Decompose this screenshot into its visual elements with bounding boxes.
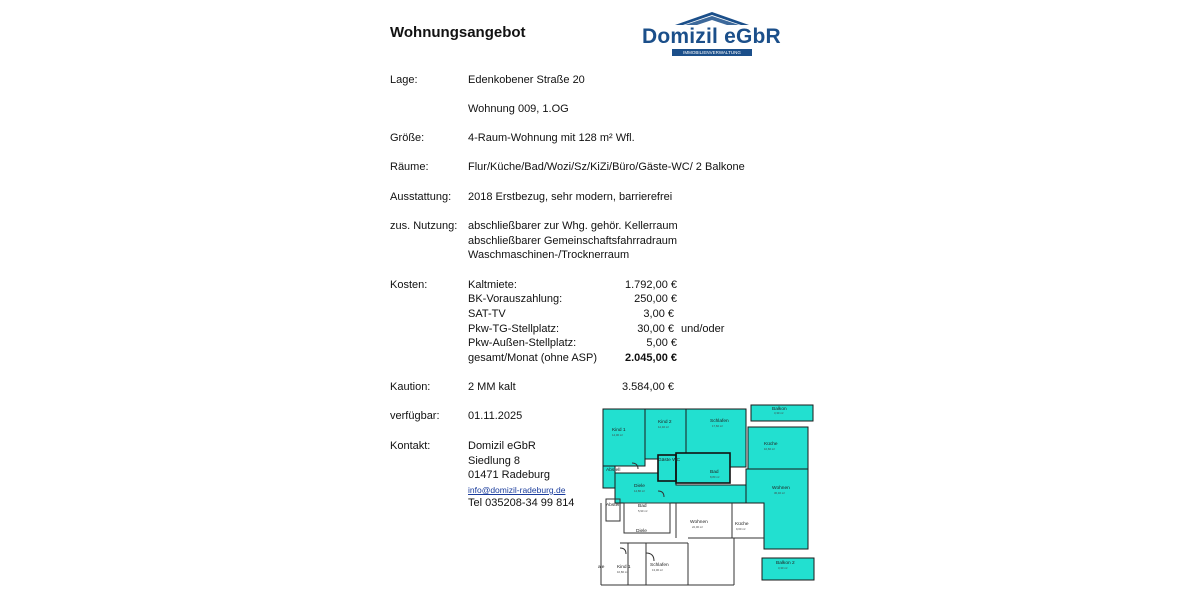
nutzung-line: abschließbarer Gemeinschaftsfahrradraum — [468, 235, 678, 247]
groesse-value: 4-Raum-Wohnung mit 128 m² Wfl. — [468, 132, 635, 144]
room-label: Schlafen — [650, 563, 669, 568]
room-label: Kind 2 — [658, 420, 672, 425]
room-label: Diele — [636, 529, 647, 534]
kosten-item-amount: 1.792,00 € — [625, 279, 677, 291]
lage-label: Lage: — [390, 74, 418, 86]
room-label: Balkon 2 — [776, 561, 795, 566]
raeume-value: Flur/Küche/Bad/Wozi/Sz/KiZi/Büro/Gäste-WC/ 2 Balkone — [468, 161, 745, 173]
room-label: Balkon — [772, 407, 787, 412]
kosten-total-amount: 2.045,00 € — [625, 352, 677, 364]
kosten-item-name: BK-Vorauszahlung: — [468, 293, 563, 305]
logo-name: Domizil eGbR — [642, 25, 781, 48]
room-label: Küche — [764, 442, 778, 447]
house-roof-icon — [671, 12, 753, 26]
logo-subtitle: IMMOBILIENVERWALTUNG — [672, 49, 752, 56]
room-label: Wohnen — [772, 486, 790, 491]
room-label: Schlafen — [710, 419, 729, 424]
verfuegbar-label: verfügbar: — [390, 410, 440, 422]
kontakt-email-link[interactable]: info@domizil-radeburg.de — [468, 485, 566, 495]
kaution-value: 2 MM kalt — [468, 381, 516, 393]
kosten-item-name: Pkw-Außen-Stellplatz: — [468, 337, 577, 349]
kaution-amount: 3.584,00 € — [622, 381, 674, 393]
verfuegbar-value: 01.11.2025 — [468, 410, 523, 422]
svg-text:12,40 m²: 12,40 m² — [658, 425, 670, 429]
kosten-label: Kosten: — [390, 279, 428, 291]
kontakt-label: Kontakt: — [390, 440, 431, 452]
room-label: Gäste WC — [658, 458, 681, 463]
nutzung-line: Waschmaschinen-/Trocknerraum — [468, 249, 630, 261]
kontakt-street: Siedlung 8 — [468, 455, 520, 467]
svg-text:5,90 m²: 5,90 m² — [638, 509, 648, 513]
nutzung-label: zus. Nutzung: — [390, 220, 458, 232]
page-title: Wohnungsangebot — [390, 24, 526, 41]
room-label: Bad — [710, 470, 719, 475]
room-label: Kind 1 — [617, 565, 631, 570]
kosten-item-name: SAT-TV — [468, 308, 506, 320]
svg-text:10,80 m²: 10,80 m² — [617, 570, 629, 574]
groesse-label: Größe: — [390, 132, 425, 144]
svg-text:9,60 m²: 9,60 m² — [736, 527, 746, 531]
ausstattung-label: Ausstattung: — [390, 191, 452, 203]
svg-text:8,80 m²: 8,80 m² — [710, 475, 720, 479]
room-label: Abstell — [606, 468, 621, 473]
lage-value: Edenkobener Straße 20 — [468, 74, 585, 86]
company-logo — [642, 12, 782, 58]
svg-text:22,00 m²: 22,00 m² — [692, 525, 704, 529]
room-label: Küche — [735, 522, 749, 527]
room-label: Bad — [638, 504, 647, 509]
room-label: Kind 1 — [612, 428, 626, 433]
kontakt-name: Domizil eGbR — [468, 440, 536, 452]
svg-text:3,30 m²: 3,30 m² — [774, 411, 784, 415]
kontakt-phone: Tel 035208-34 99 814 — [468, 497, 575, 509]
nutzung-line: abschließbarer zur Whg. gehör. Kellerraum — [468, 220, 678, 232]
svg-text:14,00 m²: 14,00 m² — [612, 433, 624, 437]
svg-text:14,80 m²: 14,80 m² — [634, 489, 646, 493]
svg-text:10,60 m²: 10,60 m² — [764, 447, 776, 451]
raeume-label: Räume: — [390, 161, 429, 173]
svg-text:3,30 m²: 3,30 m² — [778, 566, 788, 570]
kosten-item-name: Pkw-TG-Stellplatz: — [468, 323, 560, 335]
kaution-label: Kaution: — [390, 381, 431, 393]
svg-text:36,40 m²: 36,40 m² — [774, 491, 786, 495]
kosten-item-amount: 30,00 € — [637, 323, 674, 335]
floor-plan-image — [598, 403, 816, 588]
svg-text:17,60 m²: 17,60 m² — [712, 424, 724, 428]
room-label: ale — [598, 565, 605, 570]
kosten-item-amount: 3,00 € — [643, 308, 674, 320]
kosten-total-name: gesamt/Monat (ohne ASP) — [468, 352, 598, 364]
kosten-item-note: und/oder — [681, 323, 725, 335]
kontakt-city: 01471 Radeburg — [468, 469, 550, 481]
kosten-item-amount: 250,00 € — [634, 293, 677, 305]
lage-value-unit: Wohnung 009, 1.OG — [468, 103, 569, 115]
ausstattung-value: 2018 Erstbezug, sehr modern, barrierefrei — [468, 191, 673, 203]
svg-text:13,00 m²: 13,00 m² — [652, 568, 664, 572]
room-label: Abstell — [606, 503, 621, 508]
kosten-item-amount: 5,00 € — [646, 337, 677, 349]
room-label: Diele — [634, 484, 645, 489]
room-label: Wohnen — [690, 520, 708, 525]
kosten-item-name: Kaltmiete: — [468, 279, 517, 291]
